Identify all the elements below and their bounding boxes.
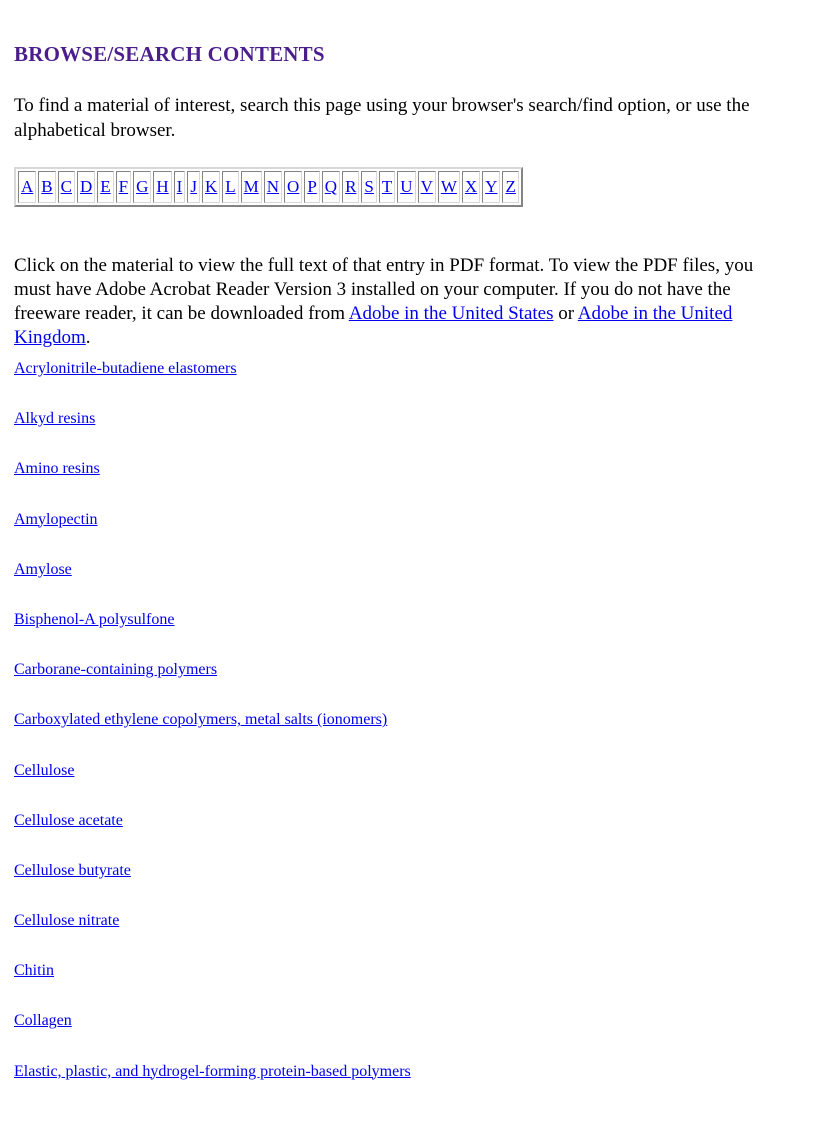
material-link[interactable]: Acrylonitrile-butadiene elastomers: [14, 360, 237, 377]
alphabet-link-y[interactable]: Y: [485, 177, 498, 196]
list-item: [14, 611, 411, 661]
list-item: [14, 561, 411, 611]
alphabet-link-b[interactable]: B: [41, 177, 53, 196]
material-link[interactable]: Chitin: [14, 962, 55, 980]
intro-text: To find a material of interest, search this page using your browser's search/find option, or use the alphabetical browser.: [14, 95, 750, 141]
adobe-us-link[interactable]: Adobe in the United States: [348, 303, 554, 324]
list-item: [14, 711, 411, 761]
alphabet-link-p[interactable]: P: [307, 177, 317, 196]
alphabet-link-c[interactable]: C: [60, 177, 72, 196]
alphabet-link-g[interactable]: G: [136, 177, 149, 196]
list-item: [14, 511, 411, 561]
alphabet-link-s[interactable]: S: [364, 177, 374, 196]
list-item: [14, 1063, 411, 1113]
material-link[interactable]: Amylose: [14, 560, 72, 578]
list-item: [14, 762, 411, 812]
page-title: BROWSE/SEARCH CONTENTS: [14, 42, 325, 66]
alphabet-link-a[interactable]: A: [21, 177, 34, 196]
alphabet-link-u[interactable]: U: [400, 177, 413, 196]
instructions-or-text: or: [553, 303, 578, 324]
alphabet-link-d[interactable]: D: [79, 177, 93, 196]
alphabet-link-o[interactable]: O: [287, 177, 300, 196]
material-link[interactable]: Carborane-containing polymers: [14, 661, 218, 679]
alphabet-link-f[interactable]: F: [118, 177, 129, 196]
alphabet-link-t[interactable]: T: [381, 177, 393, 196]
alphabet-link-z[interactable]: Z: [505, 177, 516, 196]
alphabet-link-h[interactable]: H: [156, 177, 169, 196]
list-item: [14, 912, 411, 962]
material-link[interactable]: Amino resins: [14, 460, 100, 478]
instructions-end-text: .: [85, 327, 91, 348]
alphabet-link-x[interactable]: X: [464, 177, 478, 196]
material-link[interactable]: Cellulose acetate: [14, 811, 123, 829]
alphabet-link-q[interactable]: Q: [324, 177, 338, 196]
list-item: [14, 460, 411, 510]
alphabet-link-n[interactable]: N: [266, 177, 280, 196]
instructions-text: Click on the material to view the full text of that entry in PDF format. To view the PDF files, you must have Adobe Acrobat Reader Version 3 installed on your computer. If you do not have the freeware reader, it can be downloaded from: [14, 255, 754, 324]
materials-list: [14, 360, 411, 1113]
list-item: [14, 661, 411, 711]
adobe-uk-link[interactable]: Adobe in the United Kingdom: [14, 303, 733, 348]
alphabet-row: [18, 171, 519, 203]
alphabet-link-i[interactable]: I: [176, 177, 183, 196]
alphabet-link-k[interactable]: K: [204, 177, 218, 196]
alphabet-link-r[interactable]: R: [345, 177, 357, 196]
alphabet-link-v[interactable]: V: [420, 177, 433, 196]
material-link[interactable]: Cellulose butyrate: [14, 861, 131, 879]
material-link[interactable]: Cellulose: [14, 761, 75, 779]
material-link[interactable]: Collagen: [14, 1012, 72, 1030]
list-item: [14, 360, 411, 410]
material-link[interactable]: Carboxylated ethylene copolymers, metal salts (ionomers): [14, 711, 388, 729]
material-link[interactable]: Amylopectin: [14, 510, 98, 528]
list-item: [14, 812, 411, 862]
pdf-instructions: [14, 254, 794, 350]
material-link[interactable]: Cellulose nitrate: [14, 912, 120, 930]
list-item: [14, 1012, 411, 1062]
alphabet-browser: [14, 167, 523, 207]
list-item: [14, 862, 411, 912]
material-link[interactable]: Elastic, plastic, and hydrogel-forming protein-based polymers: [14, 1062, 411, 1080]
alphabet-link-m[interactable]: M: [243, 177, 259, 196]
material-link[interactable]: Bisphenol-A polysulfone: [14, 610, 175, 628]
alphabet-link-w[interactable]: W: [440, 177, 457, 196]
list-item: [14, 410, 411, 460]
material-link[interactable]: Alkyd resins: [14, 410, 96, 428]
list-item: [14, 962, 411, 1012]
alphabet-link-e[interactable]: E: [100, 177, 111, 196]
alphabet-link-j[interactable]: J: [190, 177, 197, 196]
alphabet-link-l[interactable]: L: [225, 177, 236, 196]
